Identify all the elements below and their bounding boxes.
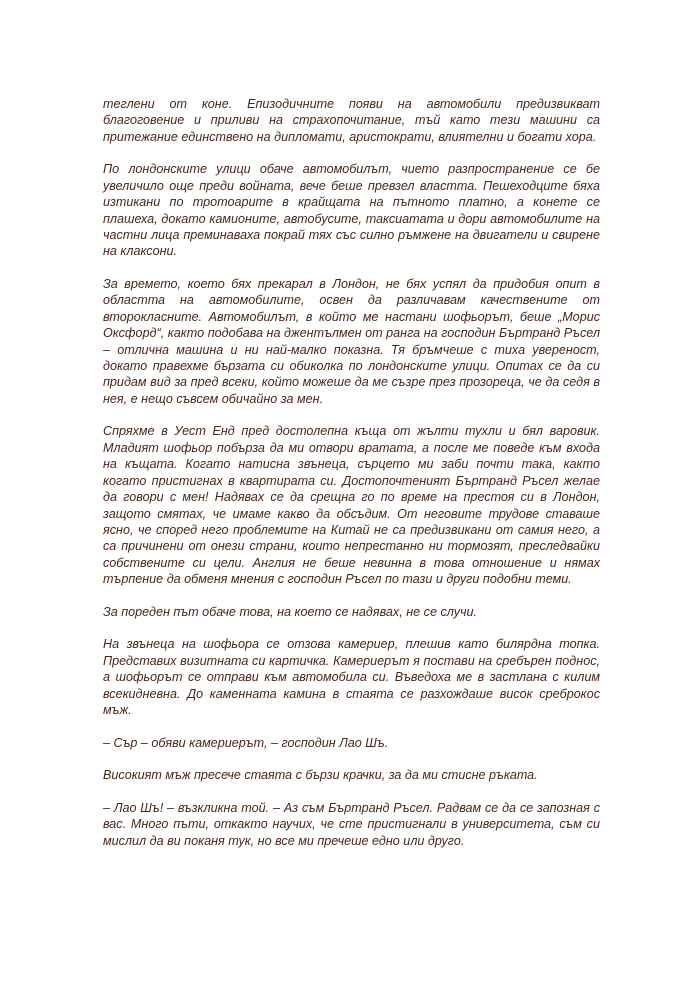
paragraph-2: По лондонските улици обаче автомобилът, чието разпространение се бе увеличило още преди войната, вече беше превзел властта. Пешеходците бяха изтикани по тротоарите в крайщата на пътното платно, а конете се плашеха, докато камионите, автобусите, таксиатата и дори автомобилите на частни лица преминаваха покрай тях със силно ръмжене на двигатели и свирене на клаксони. bbox=[103, 162, 600, 259]
paragraph-7: – Сър – обяви камериерът, – господин Лао Шъ. bbox=[103, 735, 389, 750]
paragraph-3: За времето, което бях прекарал в Лондон, не бях успял да придобия опит в областта на автомобилите, освен да различавам качествените от второкласните. Автомобилът, в който ме настани шофьорът, беше „Морис Оксфорд“, както подобава на джентълмен от ранга на господин Бъртранд Ръсел – отлична машина и ни най-малко показна. Тя бръмчеше с тиха увереност, докато правехме бързата си обиколка по лондонските улици. Опитах се да си придам вид за пред всеки, който можеше да ме съзре през прозореца, че да седя в нея, е нещо съвсем обичайно за мен. bbox=[103, 277, 600, 406]
body-text bbox=[103, 96, 600, 865]
paragraph-8: Високият мъж пресече стаята с бързи крачки, за да ми стисне ръката. bbox=[103, 768, 538, 783]
paragraph-9: – Лао Шъ! – възкликна той. – Аз съм Бъртранд Ръсел. Радвам се да се запозная с вас. Много пъти, откакто научих, че сте пристигнали в университета, съм си мислил да ви поканя тук, но все ми пречеше едно или друго. bbox=[103, 800, 600, 848]
paragraph-4: Спряхме в Уест Енд пред достолепна къща от жълти тухли и бял варовик. Младият шофьор побърза да ми отвори вратата, а после ме поведе към входа на къщата. Когато натисна звънеца, сърцето ми заби почти така, както когато пристигнах в квартирата си. Достопочтеният Бъртранд Ръсел желае да говори с мен! Надявах се да срещна го по време на престоя си в Лондон, защото смятах, че имаме какво да обсъдим. От неговите трудове ставаше ясно, че според него проблемите на Китай не са предизвикани от самия него, а са причинени от онези страни, които непрестанно ни тормозят, преследвайки собствените си цели. Англия не беше невинна в това отношение и нямах търпение да обменя мнения с господин Ръсел по тази и други подобни теми. bbox=[103, 424, 600, 587]
paragraph-1: теглени от коне. Епизодичните появи на автомобили предизвикват благоговение и приливи на страхопочитание, тъй като тези машини са притежание единствено на дипломати, аристократи, влиятелни и богати хора. bbox=[103, 97, 600, 144]
paragraph-5: За пореден път обаче това, на което се надявах, не се случи. bbox=[103, 604, 478, 619]
paragraph-6: На звънеца на шофьора се отзова камериер, плешив като билярдна топка. Представих визитната си картичка. Камериерът я постави на сребърен поднос, а шофьорът се отправи към автомобила си. Въведоха ме в застлана с килим всекидневна. До каменната камина в стаята се разхождаше висок среброкос мъж. bbox=[103, 637, 600, 717]
